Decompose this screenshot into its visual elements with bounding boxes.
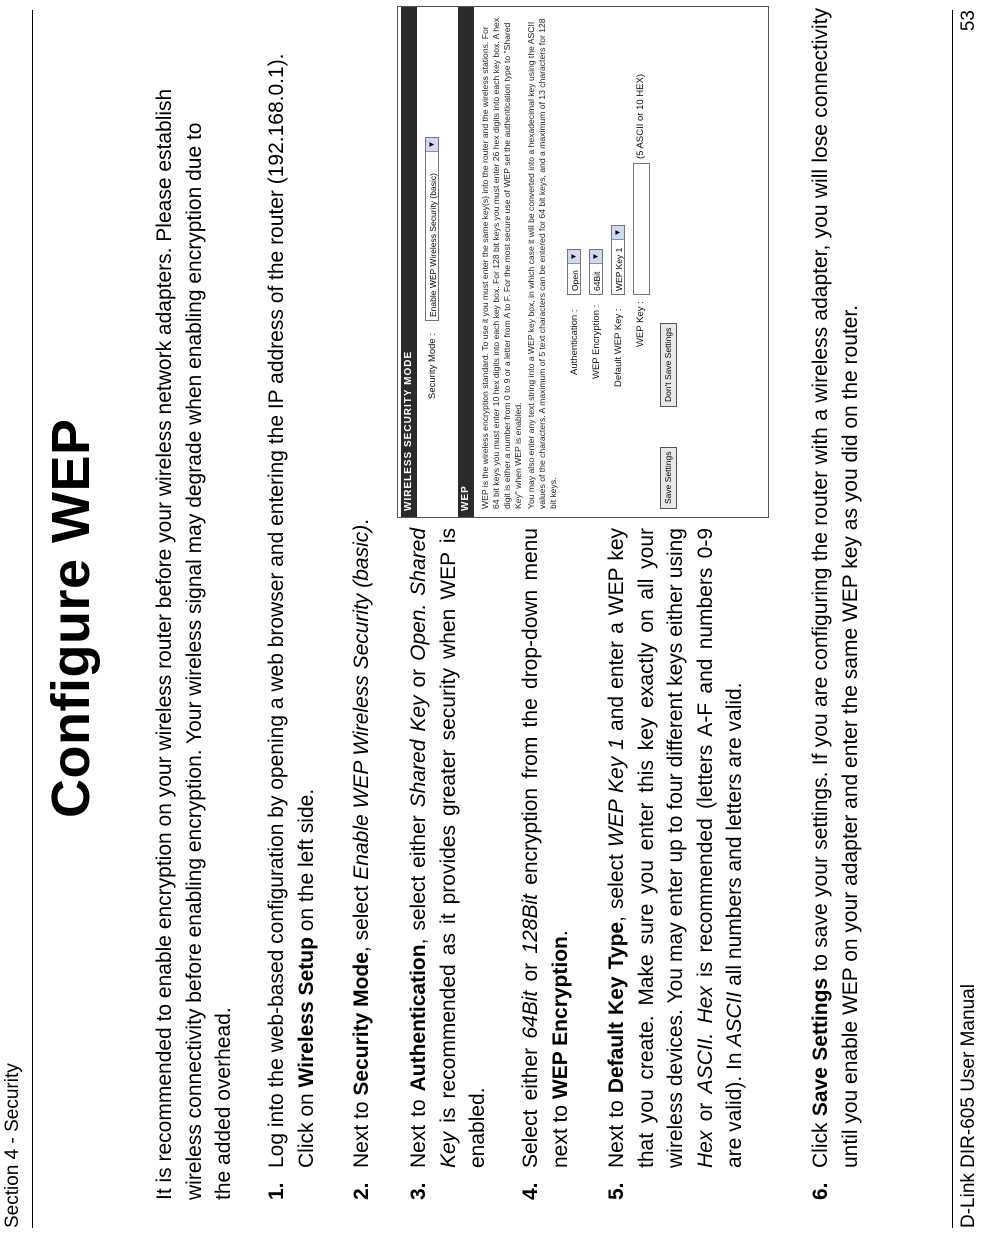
step-6: 6. Click Save Settings to save your settings. If you are configuring the router with a wireless adapter, you will lose connectivity until you enable WEP on your adapter and enter the same WEP key as you did on the router. [806, 8, 865, 1168]
wep-key-input[interactable] [633, 163, 650, 295]
step-3: 3. Next to Authentication, select either Shared Key or Open. Shared Key is recommended as it provides greater security when WEP is enabled. [404, 528, 493, 1168]
step-1-line-1: Log into the web-based configuration by opening a web browser and entering the IP address of the router (192.168.0.1). [265, 53, 288, 1168]
header-rule [32, 10, 33, 1228]
wep-banner: WEP [458, 7, 474, 517]
footer-manual-name: D-Link DIR-605 User Manual [958, 984, 979, 1228]
step-number: 2. [350, 1182, 373, 1200]
chevron-down-icon: ▼ [590, 250, 602, 264]
footer-rule [952, 10, 953, 1228]
default-wep-key-label: Default WEP Key : [613, 308, 624, 387]
chevron-down-icon: ▼ [426, 138, 438, 152]
wep-key-hint: (5 ASCII or 10 HEX) [635, 73, 646, 159]
section-header: Section 4 - Security [2, 1063, 23, 1228]
wep-description-2: You may also enter any text string into a WEP key box, in which case it will be converted into a hexadecimal key using the ASCII values of the characters. A maximum of 5 text characters can be entered for 64 bit keys, and a maximum of 13 characters for 128 bit keys. [526, 18, 558, 509]
wep-description-1: WEP is the wireless encryption standard. To use it you must enter the same key(s) into the router and the wireless stations. For 64 bit keys you must enter 10 hex digits into each key box. For 128 bit keys you must enter 26 hex digits into each key box. A hex digit is either a number from 0 to 9 or a letter from A to F. For the most secure use of WEP set the authentication type to "Shared Key" when WEP is enabled. [480, 17, 523, 509]
page-title: Configure WEP [41, 418, 101, 818]
step-4: 4. Select either 64Bit or 128Bit encryption from the drop-down menu next to WEP Encryption. [516, 528, 575, 1168]
default-wep-key-select[interactable]: WEP Key 1 ▼ [611, 225, 625, 295]
wep-encryption-select[interactable]: 64Bit ▼ [589, 249, 603, 295]
wireless-security-mode-banner: WIRELESS SECURITY MODE [401, 7, 417, 517]
step-2: 2. Next to Security Mode, select Enable WEP Wireless Security (basic). [347, 508, 377, 1168]
step-number: 5. [605, 1182, 628, 1200]
router-screenshot [397, 6, 769, 518]
wep-key-label: WEP Key : [635, 301, 646, 347]
intro-line-3: the added overhead. [212, 1007, 235, 1200]
wep-encryption-label: WEP Encryption : [591, 304, 602, 379]
authentication-label: Authentication : [569, 309, 580, 375]
step-5: 5. Next to Default Key Type, select WEP Key 1 and enter a WEP key that you create. Make sure you enter this key exactly on all your wireless devices. You may enter up to four different keys either using Hex or ASCII. Hex is recommended (letters A-F and numbers 0-9 are valid). In ASCII all numbers and letters are valid. [602, 528, 750, 1168]
intro-line-1: It is recommended to enable encryption on your wireless router before your wireless network adapters. Please establish [153, 88, 176, 1200]
step-number: 1. [265, 1182, 288, 1200]
step-1 [262, 8, 321, 1200]
chevron-down-icon: ▼ [568, 250, 580, 264]
page-number: 53 [958, 10, 979, 32]
step-number: 4. [519, 1182, 542, 1200]
step-number: 6. [809, 1182, 832, 1200]
intro-paragraph [150, 5, 239, 1200]
save-settings-button[interactable]: Save Settings [660, 447, 677, 509]
intro-line-2: wireless connectivity before enabling encryption. Your wireless signal may degrade when enabling encryption due to [182, 122, 206, 1200]
step-number: 3. [407, 1182, 430, 1200]
chevron-down-icon: ▼ [612, 226, 624, 240]
dont-save-settings-button[interactable]: Don't Save Settings [660, 323, 677, 407]
security-mode-select[interactable]: Enable WEP Wireless Security (basic) ▼ [425, 137, 439, 321]
security-mode-label: Security Mode : [427, 333, 438, 399]
step-1-line-2: Click on Wireless Setup on the left side. [294, 788, 318, 1168]
authentication-select[interactable]: Open ▼ [567, 249, 581, 295]
